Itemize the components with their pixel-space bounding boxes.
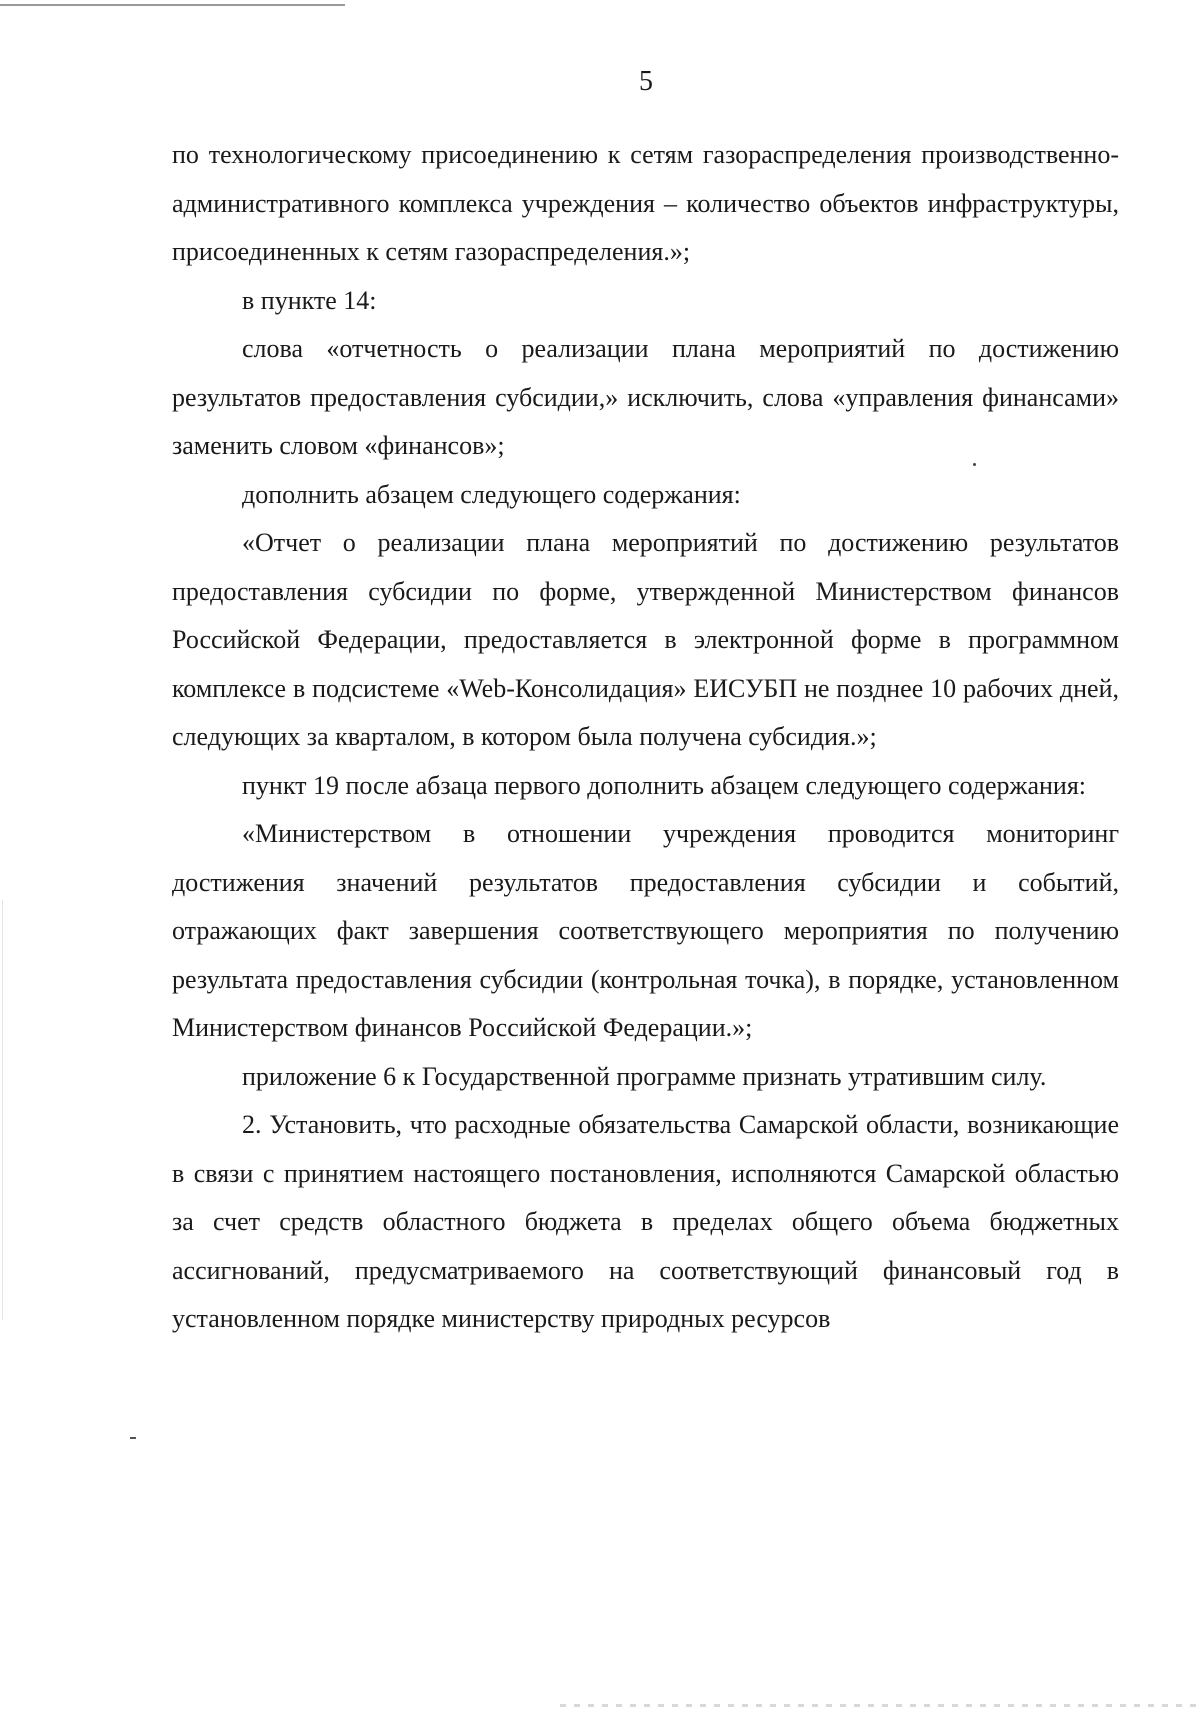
page-number: 5 <box>639 66 653 97</box>
paragraph-item-19: пункт 19 после абзаца первого дополнить абзацем следующего содержания: <box>242 770 1087 800</box>
scan-edge-shadow <box>2 900 3 1320</box>
paragraph-words-replacement: слова «отчетность о реализации плана мероприятий по достижению результатов предоставления субсидии,» исключить, слова «управления финансами» заменить словом «финансов»; <box>172 334 1119 460</box>
paragraph-monitoring-quote: «Министерством в отношении учреждения проводится мониторинг достижения значений результатов предоставления субсидии и событий, отражающих факт завершения соответствующего мероприятия по получению результата предоставления субсидии (контрольная точка), в порядке, установленном Министерством финансов Российской Федерации.»; <box>172 819 1119 1042</box>
stray-mark <box>130 1437 136 1439</box>
paragraph-report-quote: «Отчет о реализации плана мероприятий по достижению результатов предоставления субсидии по форме, утвержденной Министерством финансов Российской Федерации, предоставляется в электронной форме в программном комплексе в подсистеме «Web-Консолидация» ЕИСУБП не позднее 10 рабочих дней, следующих за кварталом, в котором была получена субсидия.»; <box>172 528 1119 751</box>
paragraph-appendix-6: приложение 6 к Государственной программе признать утратившим силу. <box>242 1061 1047 1091</box>
scan-bottom-noise <box>560 1704 1200 1707</box>
paragraph-add-abstract: дополнить абзацем следующего содержания: <box>242 479 741 509</box>
document-body <box>172 131 1119 1344</box>
scan-edge-line <box>0 4 345 6</box>
paragraph-continuation: по технологическому присоединению к сетям газораспределения производственно-административного комплекса учреждения – количество объектов инфраструктуры, присоединенных к сетям газораспределения.»; <box>172 140 1119 266</box>
paragraph-section-2: 2. Установить, что расходные обязательства Самарской области, возникающие в связи с принятием настоящего постановления, исполняются Самарской областью за счет средств областного бюджета в пределах общего объема бюджетных ассигнований, предусматриваемого на соответствующий финансовый год в установленном порядке министерству природных ресурсов <box>172 1110 1119 1333</box>
paragraph-item-14: в пункте 14: <box>242 285 377 315</box>
